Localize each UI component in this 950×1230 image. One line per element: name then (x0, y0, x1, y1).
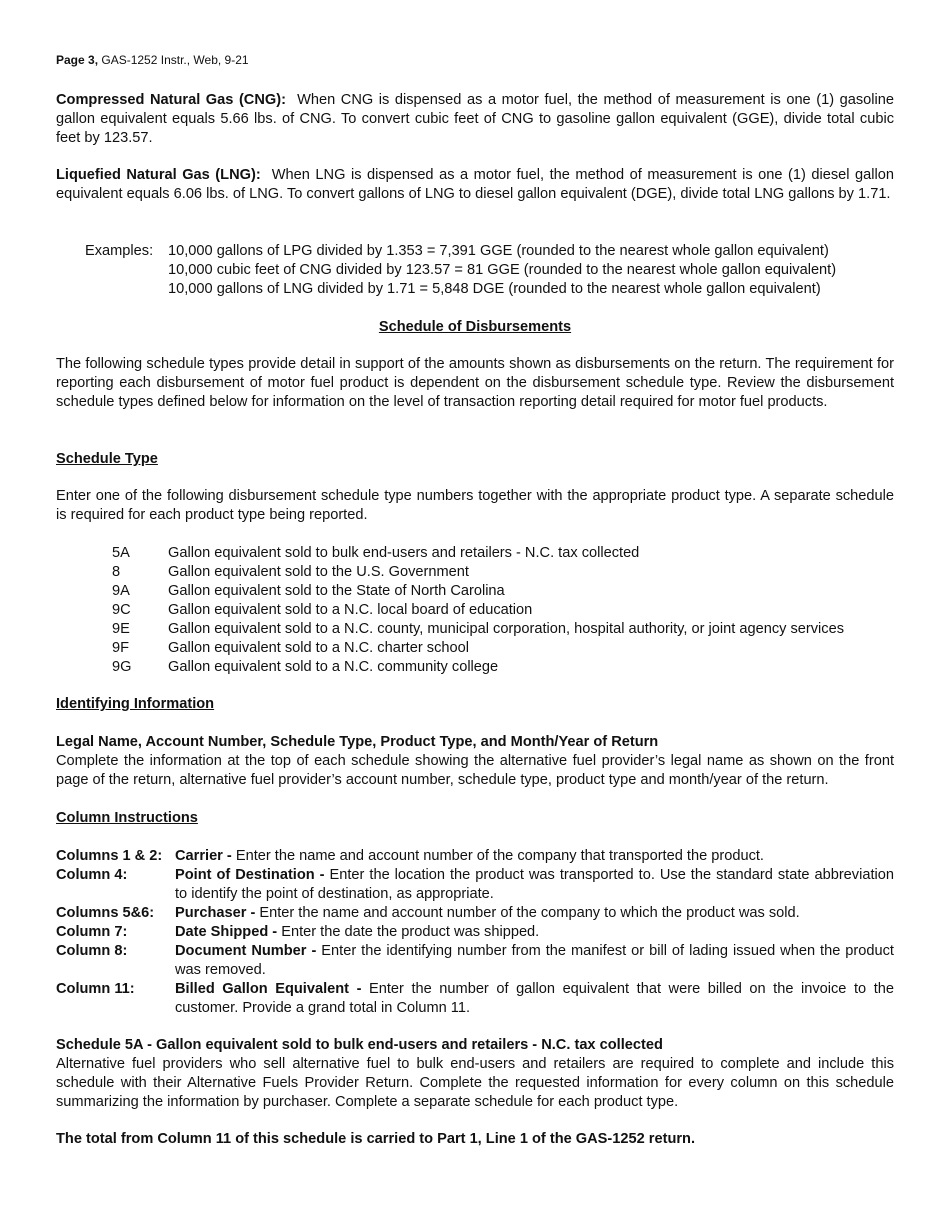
column-label: Column 7: (56, 924, 128, 940)
schedule-5a-title: Schedule 5A - Gallon equivalent sold to bulk end-users and retailers - N.C. tax collected (56, 1037, 663, 1053)
column-text: Enter the location the product was transported to. Use the standard state abbreviation to identify the point of destination, as appropriate. (175, 867, 894, 902)
schedule-code: 5A (112, 545, 130, 561)
schedule-5a-block (56, 1036, 894, 1112)
example-line: 10,000 gallons of LNG divided by 1.71 = 5,848 DGE (rounded to the nearest whole gallon equivalent) (168, 281, 821, 297)
lng-text: When LNG is dispensed as a motor fuel, the method of measurement is one (1) diesel gallon equivalent equals 6.06 lbs. of LNG. To convert gallons of LNG to diesel gallon equivalent (DGE), divide total LNG gallons by 1.71. (56, 167, 894, 202)
list-item (56, 904, 894, 923)
column-term: Point of Destination - (175, 867, 325, 883)
column-label: Column 8: (56, 943, 128, 959)
schedule-desc: Gallon equivalent sold to bulk end-users and retailers - N.C. tax collected (168, 545, 640, 561)
document-id: GAS-1252 Instr., Web, 9-21 (101, 53, 249, 67)
schedule-desc: Gallon equivalent sold to the U.S. Government (168, 564, 469, 580)
schedule-of-disbursements-title: Schedule of Disbursements (378, 319, 572, 335)
column-text: Enter the name and account number of the company to which the product was sold. (259, 905, 800, 921)
schedule-code: 9A (112, 583, 130, 599)
column-term: Date Shipped - (175, 924, 278, 940)
column-instructions-heading: Column Instructions (56, 810, 198, 826)
column-label: Column 4: (56, 867, 128, 883)
column-term: Document Number - (175, 943, 317, 959)
lng-paragraph (56, 166, 894, 204)
schedule-desc: Gallon equivalent sold to a N.C. community college (168, 659, 499, 675)
column-text: Enter the name and account number of the company that transported the product. (235, 848, 764, 864)
lng-label: Liquefied Natural Gas (LNG): (56, 167, 261, 183)
list-item (56, 847, 894, 866)
column-label: Columns 1 & 2: (56, 848, 163, 864)
schedule-type-paragraph: Enter one of the following disbursement schedule type numbers together with the appropriate product type. A separate schedule is required for each product type being reported. (56, 488, 894, 523)
column-text: Enter the number of gallon equivalent that were billed on the invoice to the customer. Provide a grand total in Column 11. (175, 981, 894, 1016)
column-label: Column 11: (56, 981, 135, 997)
list-item (56, 980, 894, 1018)
examples-label: Examples: (85, 243, 154, 259)
column-label: Columns 5&6: (56, 905, 155, 921)
schedule-5a-total-note: The total from Column 11 of this schedule is carried to Part 1, Line 1 of the GAS-1252 return. (56, 1131, 696, 1147)
example-line: 10,000 cubic feet of CNG divided by 123.57 = 81 GGE (rounded to the nearest whole gallon equivalent) (168, 262, 837, 278)
schedule-code: 9E (112, 621, 130, 637)
schedule-code: 9G (112, 659, 132, 675)
schedule-code: 9C (112, 602, 131, 618)
identifying-subtitle: Legal Name, Account Number, Schedule Type, Product Type, and Month/Year of Return (56, 734, 659, 750)
list-item (56, 923, 894, 942)
schedule-5a-text: Alternative fuel providers who sell alternative fuel to bulk end-users and retailers are required to complete and include this schedule with their Alternative Fuels Provider Return. Complete the requested information for every column on this schedule summarizing the information by purchaser. Complete a separate schedule for each product type. (56, 1056, 894, 1110)
column-term: Purchaser - (175, 905, 256, 921)
schedule-type-heading: Schedule Type (56, 451, 158, 467)
cng-label: Compressed Natural Gas (CNG): (56, 92, 286, 108)
disbursements-paragraph: The following schedule types provide detail in support of the amounts shown as disbursements on the return. The requirement for reporting each disbursement of motor fuel product is dependent on the disbursement schedule type. Review the disbursement schedule types defined below for information on the level of transaction reporting detail required for motor fuel products. (56, 356, 894, 410)
list-item (56, 942, 894, 980)
page-header (56, 53, 249, 68)
column-text: Enter the date the product was shipped. (281, 924, 540, 940)
column-term: Billed Gallon Equivalent - (175, 981, 362, 997)
schedule-desc: Gallon equivalent sold to the State of North Carolina (168, 583, 505, 599)
schedule-desc: Gallon equivalent sold to a N.C. local board of education (168, 602, 533, 618)
identifying-information-block (56, 733, 894, 790)
identifying-information-heading: Identifying Information (56, 696, 215, 712)
schedule-code: 8 (112, 564, 121, 580)
cng-text: When CNG is dispensed as a motor fuel, the method of measurement is one (1) gasoline gallon equivalent equals 5.66 lbs. of CNG. To convert cubic feet of CNG to gasoline gallon equivalent (GGE), divide total cubic feet by 123.57. (56, 92, 894, 146)
identifying-text: Complete the information at the top of each schedule showing the alternative fuel provider’s legal name as shown on the front page of the return, alternative fuel provider’s account number, schedule type, product type and month/year of the return. (56, 753, 894, 788)
schedule-desc: Gallon equivalent sold to a N.C. county, municipal corporation, hospital authority, or joint agency services (168, 621, 844, 637)
page-number: Page 3, (56, 53, 99, 67)
cng-paragraph (56, 91, 894, 148)
example-line: 10,000 gallons of LPG divided by 1.353 = 7,391 GGE (rounded to the nearest whole gallon equivalent) (168, 243, 829, 259)
list-item (56, 866, 894, 904)
column-text: Enter the identifying number from the manifest or bill of lading issued when the product was removed. (175, 943, 894, 978)
schedule-desc: Gallon equivalent sold to a N.C. charter school (168, 640, 469, 656)
column-term: Carrier - (175, 848, 232, 864)
column-instructions-list (56, 847, 894, 1018)
schedule-code: 9F (112, 640, 130, 656)
